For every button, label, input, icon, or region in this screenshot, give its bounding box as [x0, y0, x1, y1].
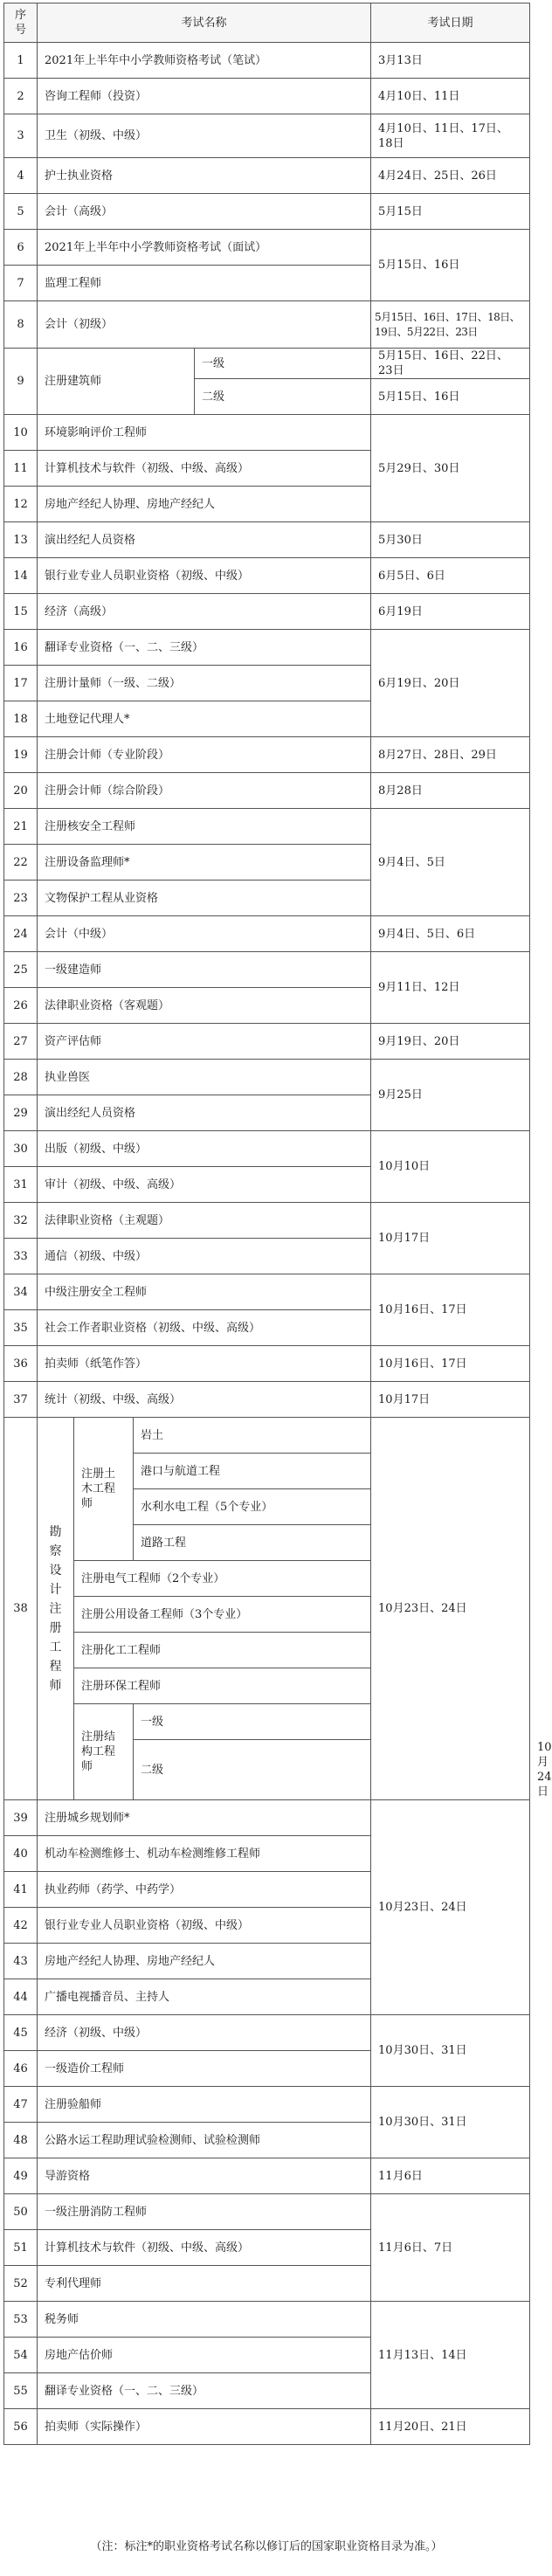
exam-name: 土地登记代理人*: [38, 701, 371, 737]
exam-sub-item: 二级: [134, 1740, 371, 1800]
row-number: 41: [4, 1872, 38, 1908]
exam-date: 11月20日、21日: [371, 2409, 530, 2445]
exam-name: 注册设备监理师*: [38, 845, 371, 881]
row-number: 2: [4, 79, 38, 114]
exam-date: 5月15日、16日: [371, 379, 530, 415]
exam-name: 房地产经纪人协理、房地产经纪人: [38, 1944, 371, 1979]
exam-date: 10月23日、24日: [371, 1800, 530, 2015]
table-row: [4, 301, 530, 349]
exam-date: 9月25日: [371, 1060, 530, 1131]
row-number: 30: [4, 1131, 38, 1167]
row-number: 31: [4, 1167, 38, 1203]
exam-date: 5月30日: [371, 522, 530, 558]
table-row: [4, 1274, 530, 1310]
footnote: （注：标注*的职业资格考试名称以修订后的国家职业资格目录为准。）: [90, 2540, 443, 2553]
exam-name: 银行业专业人员职业资格（初级、中级）: [38, 1908, 371, 1944]
row-number: 39: [4, 1800, 38, 1836]
exam-name: 拍卖师（纸笔作答）: [38, 1346, 371, 1382]
row-number: 7: [4, 266, 38, 301]
exam-date: 10月23日、24日: [371, 1418, 530, 1800]
exam-date: 9月19日、20日: [371, 1024, 530, 1060]
exam-date: 3月13日: [371, 43, 530, 79]
row-number: 28: [4, 1060, 38, 1095]
exam-name: 一级造价工程师: [38, 2051, 371, 2087]
exam-sub-name: 注册环保工程师: [74, 1668, 371, 1704]
row-number: 25: [4, 952, 38, 988]
exam-date: 4月24日、25日、26日: [371, 158, 530, 194]
table-row: [4, 1203, 530, 1239]
table-row: [4, 737, 530, 773]
exam-sub-item: 港口与航道工程: [134, 1454, 371, 1489]
row-number: 6: [4, 230, 38, 266]
exam-name: 专利代理师: [38, 2266, 371, 2302]
exam-name: 注册核安全工程师: [38, 809, 371, 845]
table-row: [4, 1060, 530, 1095]
exam-name: 2021年上半年中小学教师资格考试（面试）: [38, 230, 371, 266]
table-row: [4, 773, 530, 809]
row-number: 16: [4, 630, 38, 666]
row-number: 56: [4, 2409, 38, 2445]
row-number: 12: [4, 487, 38, 522]
exam-sub-name: 注册化工工程师: [74, 1633, 371, 1668]
row-number: 27: [4, 1024, 38, 1060]
exam-date: 6月19日、20日: [371, 630, 530, 737]
row-number: 14: [4, 558, 38, 594]
exam-sub-name: 注册公用设备工程师（3个专业）: [74, 1597, 371, 1633]
exam-name: 出版（初级、中级）: [38, 1131, 371, 1167]
exam-name: 会计（高级）: [38, 194, 371, 230]
exam-name: 注册会计师（专业阶段）: [38, 737, 371, 773]
exam-name: 演出经纪人员资格: [38, 1095, 371, 1131]
exam-name: 导游资格: [38, 2158, 371, 2194]
exam-name: 执业兽医: [38, 1060, 371, 1095]
exam-sub-item: 一级: [134, 1704, 371, 1740]
row-number: 29: [4, 1095, 38, 1131]
exam-sub-name: 注册土木工程师: [74, 1418, 134, 1561]
row-number: 10: [4, 415, 38, 451]
table-row: [4, 1024, 530, 1060]
row-number: 38: [4, 1418, 38, 1800]
exam-name: 通信（初级、中级）: [38, 1239, 371, 1274]
row-number: 34: [4, 1274, 38, 1310]
row-number: 9: [4, 349, 38, 415]
table-row: [4, 43, 530, 79]
row-number: 42: [4, 1908, 38, 1944]
exam-date: 6月19日: [371, 594, 530, 630]
exam-name: 计算机技术与软件（初级、中级、高级）: [38, 2230, 371, 2266]
exam-date: 10月16日、17日: [371, 1346, 530, 1382]
exam-name: 房地产估价师: [38, 2338, 371, 2373]
exam-name: 经济（初级、中级）: [38, 2015, 371, 2051]
row-number: 35: [4, 1310, 38, 1346]
row-number: 4: [4, 158, 38, 194]
exam-sub-level: 一级: [195, 349, 371, 379]
row-number: 33: [4, 1239, 38, 1274]
col-header-exam-name: 考试名称: [38, 3, 371, 43]
row-number: 51: [4, 2230, 38, 2266]
row-number: 1: [4, 43, 38, 79]
exam-date: 10月30日、31日: [371, 2087, 530, 2158]
exam-name: 银行业专业人员职业资格（初级、中级）: [38, 558, 371, 594]
exam-name: 广播电视播音员、主持人: [38, 1979, 371, 2015]
table-row: [4, 2409, 530, 2445]
row-number: 26: [4, 988, 38, 1024]
table-row: [4, 630, 530, 666]
row-number: 19: [4, 737, 38, 773]
exam-name: 法律职业资格（客观题）: [38, 988, 371, 1024]
table-row: [4, 1131, 530, 1167]
exam-name: 注册会计师（综合阶段）: [38, 773, 371, 809]
exam-name-vertical: [38, 1418, 74, 1800]
exam-name: 经济（高级）: [38, 594, 371, 630]
table-row: [4, 114, 530, 158]
table-row: [4, 952, 530, 988]
exam-name: 文物保护工程从业资格: [38, 881, 371, 916]
table-row: [4, 1800, 530, 1836]
row-number: 45: [4, 2015, 38, 2051]
exam-date: 8月27日、28日、29日: [371, 737, 530, 773]
exam-name: 一级建造师: [38, 952, 371, 988]
row-number: 49: [4, 2158, 38, 2194]
row-number: 54: [4, 2338, 38, 2373]
row-number: 48: [4, 2123, 38, 2158]
exam-name: 演出经纪人员资格: [38, 522, 371, 558]
row-number: 24: [4, 916, 38, 952]
row-number: 5: [4, 194, 38, 230]
exam-name: 卫生（初级、中级）: [38, 114, 371, 158]
exam-name: 资产评估师: [38, 1024, 371, 1060]
table-row: [4, 2015, 530, 2051]
row-number: 36: [4, 1346, 38, 1382]
exam-name: 审计（初级、中级、高级）: [38, 1167, 371, 1203]
row-number: 11: [4, 451, 38, 487]
row-number: 50: [4, 2194, 38, 2230]
table-row: [4, 558, 530, 594]
header-row: [4, 3, 530, 43]
exam-name-vertical-text: 勘察设计注册工程师: [49, 1524, 62, 1693]
row-number: 53: [4, 2302, 38, 2338]
col-header-exam-date: 考试日期: [371, 3, 530, 43]
exam-name: 2021年上半年中小学教师资格考试（笔试）: [38, 43, 371, 79]
table-row: 二级 10月24日: [4, 1740, 530, 1800]
table-row: [4, 415, 530, 451]
table-row: [4, 194, 530, 230]
row-number: 47: [4, 2087, 38, 2123]
table-row: [4, 1382, 530, 1418]
row-number: 44: [4, 1979, 38, 2015]
exam-sub-item: 岩土: [134, 1418, 371, 1454]
table-row: [4, 916, 530, 952]
row-number: 18: [4, 701, 38, 737]
exam-name: 注册计量师（一级、二级）: [38, 666, 371, 701]
row-number: 43: [4, 1944, 38, 1979]
exam-name: 拍卖师（实际操作）: [38, 2409, 371, 2445]
col-header-number: 序号: [4, 3, 38, 43]
exam-date: 11月6日: [371, 2158, 530, 2194]
exam-date: 9月11日、12日: [371, 952, 530, 1024]
exam-name: 翻译专业资格（一、二、三级）: [38, 2373, 371, 2409]
exam-name: 计算机技术与软件（初级、中级、高级）: [38, 451, 371, 487]
row-number: 15: [4, 594, 38, 630]
row-number: 40: [4, 1836, 38, 1872]
exam-name: 房地产经纪人协理、房地产经纪人: [38, 487, 371, 522]
row-number: 22: [4, 845, 38, 881]
exam-name: 税务师: [38, 2302, 371, 2338]
exam-date: 10月30日、31日: [371, 2015, 530, 2087]
row-number: 20: [4, 773, 38, 809]
exam-name: 会计（中级）: [38, 916, 371, 952]
exam-date: 10月17日: [371, 1382, 530, 1418]
exam-date: 8月28日: [371, 773, 530, 809]
exam-name: 公路水运工程助理试验检测师、试验检测师: [38, 2123, 371, 2158]
table-row: [4, 1346, 530, 1382]
row-number: 8: [4, 301, 38, 349]
exam-name: 机动车检测维修士、机动车检测维修工程师: [38, 1836, 371, 1872]
table-row: [4, 2087, 530, 2123]
table-row: [4, 79, 530, 114]
table-row: [4, 1418, 530, 1454]
exam-date: 6月5日、6日: [371, 558, 530, 594]
exam-date: 10月16日、17日: [371, 1274, 530, 1346]
exam-name: 咨询工程师（投资）: [38, 79, 371, 114]
exam-name: 注册验船师: [38, 2087, 371, 2123]
exam-sub-item: 道路工程: [134, 1525, 371, 1561]
exam-name: 统计（初级、中级、高级）: [38, 1382, 371, 1418]
exam-date: 10月17日: [371, 1203, 530, 1274]
exam-date: 5月29日、30日: [371, 415, 530, 522]
table-row: [4, 2158, 530, 2194]
exam-name: 法律职业资格（主观题）: [38, 1203, 371, 1239]
exam-name: 注册建筑师: [38, 349, 195, 415]
exam-date: 5月15日: [371, 194, 530, 230]
row-number: 55: [4, 2373, 38, 2409]
exam-date: 4月10日、11日: [371, 79, 530, 114]
exam-date: 9月4日、5日: [371, 809, 530, 916]
row-number: 23: [4, 881, 38, 916]
exam-schedule-table: [3, 3, 552, 2445]
exam-name: 执业药师（药学、中药学）: [38, 1872, 371, 1908]
exam-date: 10月10日: [371, 1131, 530, 1203]
row-number: 3: [4, 114, 38, 158]
row-number: 52: [4, 2266, 38, 2302]
table-row: [4, 594, 530, 630]
row-number: 37: [4, 1382, 38, 1418]
exam-date: 11月13日、14日: [371, 2302, 530, 2409]
table-row: [4, 522, 530, 558]
exam-date: 4月10日、11日、17日、18日: [371, 114, 530, 158]
table-row: [4, 809, 530, 845]
row-number: 17: [4, 666, 38, 701]
exam-name: 翻译专业资格（一、二、三级）: [38, 630, 371, 666]
exam-name: 监理工程师: [38, 266, 371, 301]
exam-name: 一级注册消防工程师: [38, 2194, 371, 2230]
exam-date: 5月15日、16日: [371, 230, 530, 301]
table-row: [4, 2194, 530, 2230]
exam-sub-level: 二级: [195, 379, 371, 415]
table-row: [4, 158, 530, 194]
row-number: 32: [4, 1203, 38, 1239]
exam-name: 会计（初级）: [38, 301, 371, 349]
table-row: [4, 349, 530, 379]
table-row: [4, 2302, 530, 2338]
row-number: 46: [4, 2051, 38, 2087]
table-row: [4, 230, 530, 266]
row-number: 21: [4, 809, 38, 845]
exam-name: 注册城乡规划师*: [38, 1800, 371, 1836]
exam-name: 护士执业资格: [38, 158, 371, 194]
exam-name: 环境影响评价工程师: [38, 415, 371, 451]
exam-name: 中级注册安全工程师: [38, 1274, 371, 1310]
row-number: 13: [4, 522, 38, 558]
exam-date: 5月15日、16日、17日、18日、19日、5月22日、23日: [371, 301, 530, 349]
exam-date: 5月15日、16日、22日、23日: [371, 349, 530, 379]
exam-sub-name: 注册电气工程师（2个专业）: [74, 1561, 371, 1597]
exam-sub-name: 注册结构工程师: [74, 1704, 134, 1800]
exam-sub-item: 水利水电工程（5个专业）: [134, 1489, 371, 1525]
exam-date: 11月6日、7日: [371, 2194, 530, 2302]
exam-name: 社会工作者职业资格（初级、中级、高级）: [38, 1310, 371, 1346]
exam-date: 9月4日、5日、6日: [371, 916, 530, 952]
